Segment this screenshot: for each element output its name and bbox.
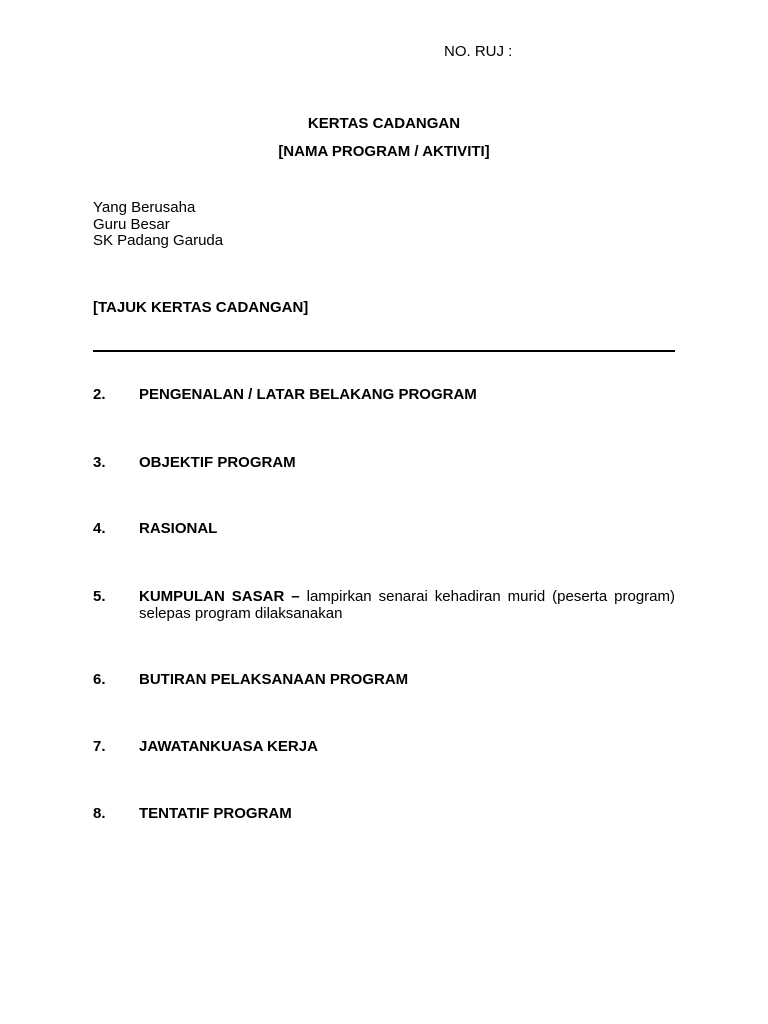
section-title-introduction: PENGENALAN / LATAR BELAKANG PROGRAM bbox=[139, 386, 477, 403]
section-target-group-paragraph bbox=[139, 588, 675, 622]
section-number: 2. bbox=[93, 386, 106, 403]
section-target-group-description: lampirkan senarai kehadiran murid (peserta program) selepas program dilaksanakan bbox=[139, 588, 676, 622]
section-title-implementation-details: BUTIRAN PELAKSANAAN PROGRAM bbox=[139, 671, 409, 688]
section-number: 4. bbox=[93, 520, 106, 537]
section-number: 7. bbox=[93, 738, 106, 755]
addressee-line-2: Guru Besar bbox=[93, 216, 170, 233]
addressee-line-1: Yang Berusaha bbox=[93, 199, 196, 216]
section-title-working-committee: JAWATANKUASA KERJA bbox=[139, 738, 318, 755]
section-title-objectives: OBJEKTIF PROGRAM bbox=[139, 454, 296, 471]
proposal-subject: [TAJUK KERTAS CADANGAN] bbox=[93, 299, 309, 316]
section-number: 5. bbox=[93, 588, 106, 605]
section-number: 8. bbox=[93, 805, 106, 822]
subject-underline-divider bbox=[93, 350, 675, 352]
section-number: 6. bbox=[93, 671, 106, 688]
addressee-line-3: SK Padang Garuda bbox=[93, 232, 224, 249]
reference-number-label: NO. RUJ : bbox=[444, 43, 513, 60]
program-name-placeholder: [NAMA PROGRAM / AKTIVITI] bbox=[278, 143, 490, 160]
section-title-program-schedule: TENTATIF PROGRAM bbox=[139, 805, 292, 822]
section-title-target-group: KUMPULAN SASAR – bbox=[139, 588, 300, 605]
section-number: 3. bbox=[93, 454, 106, 471]
document-title: KERTAS CADANGAN bbox=[307, 115, 461, 132]
section-title-rationale: RASIONAL bbox=[139, 520, 218, 537]
